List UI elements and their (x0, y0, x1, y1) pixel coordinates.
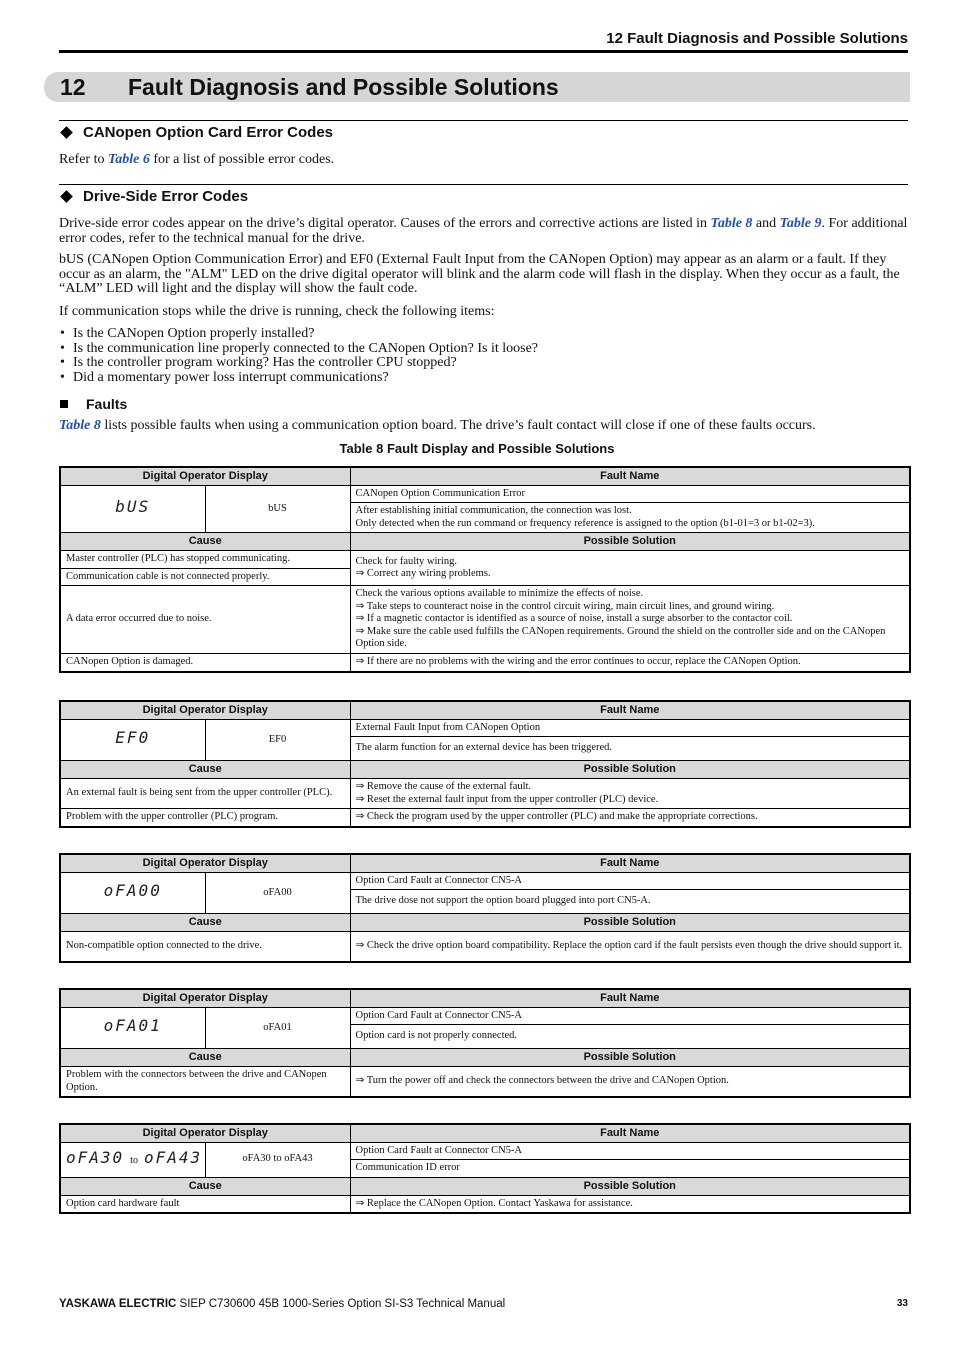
display-segment: oFA30 to oFA43 (60, 1142, 205, 1177)
header-fault-name: Fault Name (350, 467, 910, 485)
list-item: • Is the controller program working? Has the controller CPU stopped? (59, 356, 538, 371)
fault-name: Option Card Fault at Connector CN5-A (350, 872, 910, 890)
fault-code: oFA30 to oFA43 (205, 1142, 350, 1177)
fault-name: CANopen Option Communication Error (350, 485, 910, 503)
fault-description: The drive dose not support the option board plugged into port CN5-A. (350, 890, 910, 914)
footer-doc: SIEP C730600 45B 1000-Series Option SI-S3 Technical Manual (176, 1298, 506, 1310)
fault-table-ofa30-43 (59, 1123, 911, 1214)
fault-code: oFA01 (205, 1007, 350, 1049)
cause: CANopen Option is damaged. (60, 654, 350, 672)
fault-name: Option Card Fault at Connector CN5-A (350, 1007, 910, 1025)
cause: A data error occurred due to noise. (60, 586, 350, 654)
page-footer (59, 1298, 908, 1310)
faults-paragraph: Table 8 lists possible faults when using a communication option board. The drive’s fault contact will close if one of these faults occurs. (59, 418, 816, 433)
fault-code: bUS (205, 485, 350, 533)
table-8-link[interactable]: Table 8 (59, 418, 101, 433)
section-title-canopen: CANopen Option Card Error Codes (60, 124, 333, 141)
header-fault-name: Fault Name (350, 1124, 910, 1142)
fault-name: External Fault Input from CANopen Option (350, 719, 910, 737)
table-9-link[interactable]: Table 9 (779, 216, 822, 231)
header-cause: Cause (60, 1049, 350, 1067)
page-number: 33 (896, 1298, 908, 1309)
chapter-title: Fault Diagnosis and Possible Solutions (128, 74, 559, 100)
cause: Option card hardware fault (60, 1195, 350, 1213)
header-solution: Possible Solution (350, 533, 910, 551)
section2-paragraph-2: bUS (CANopen Option Communication Error) and EF0 (External Fault Input from the CANopen Option) may appear as an alarm or a fault. If they occur as an alarm, the "ALM" LED on the drive digital operator will blink and the alarm code will flash in the display. When they occur as a fault, the “ALM” LED will light and the display will show the fault code. (59, 252, 900, 296)
table-6-link[interactable]: Table 6 (107, 152, 150, 167)
square-bullet-icon (60, 400, 68, 408)
fault-table-ofa00 (59, 853, 911, 963)
header-solution: Possible Solution (350, 914, 910, 932)
section-rule (59, 184, 908, 185)
diamond-bullet-icon (60, 190, 73, 203)
header-display: Digital Operator Display (60, 1124, 350, 1142)
section1-paragraph: Refer to Table 6 for a list of possible error codes. (59, 152, 335, 167)
cause: Problem with the connectors between the drive and CANopen Option. (60, 1067, 350, 1098)
faults-subtitle: Faults (60, 396, 127, 412)
list-item: • Did a momentary power loss interrupt communications? (59, 371, 538, 386)
display-segment: oFA00 (60, 872, 205, 914)
header-fault-name: Fault Name (350, 701, 910, 719)
solution: ⇒ Remove the cause of the external fault. ⇒ Reset the external fault input from the upper controller (PLC) device. (350, 779, 910, 809)
running-header: 12 Fault Diagnosis and Possible Solutions (606, 30, 908, 47)
solution: ⇒ Turn the power off and check the connectors between the drive and CANopen Option. (350, 1067, 910, 1098)
display-segment: EF0 (60, 719, 205, 761)
cause: An external fault is being sent from the upper controller (PLC). (60, 779, 350, 809)
section2-paragraph-1: Drive-side error codes appear on the drive’s digital operator. Causes of the errors and corrective actions are listed in Table 8 and Table 9. For additional error codes, refer to the technical manual for the drive. (59, 216, 908, 246)
chapter-banner (44, 72, 910, 102)
header-display: Digital Operator Display (60, 701, 350, 719)
header-fault-name: Fault Name (350, 854, 910, 872)
solution: ⇒ Replace the CANopen Option. Contact Yaskawa for assistance. (350, 1195, 910, 1213)
header-cause: Cause (60, 761, 350, 779)
header-cause: Cause (60, 914, 350, 932)
header-solution: Possible Solution (350, 1049, 910, 1067)
fault-description: Option card is not properly connected. (350, 1025, 910, 1049)
fault-table-ef0 (59, 700, 911, 828)
fault-table-bus (59, 466, 911, 673)
cause: Communication cable is not connected properly. (60, 568, 350, 586)
header-solution: Possible Solution (350, 761, 910, 779)
section-rule (59, 120, 908, 121)
header-display: Digital Operator Display (60, 989, 350, 1007)
check-items-list (59, 327, 538, 385)
table-caption: Table 8 Fault Display and Possible Solutions (339, 441, 615, 456)
section2-paragraph-3: If communication stops while the drive is running, check the following items: (59, 304, 495, 319)
fault-code: oFA00 (205, 872, 350, 914)
header-cause: Cause (60, 533, 350, 551)
solution: ⇒ Check the drive option board compatibility. Replace the option card if the fault persists even though the drive should support it. (350, 932, 910, 962)
display-segment: bUS (60, 485, 205, 533)
header-rule (59, 50, 908, 53)
solution: Check the various options available to minimize the effects of noise. ⇒ Take steps to counteract noise in the control circuit wiring, main circuit lines, and ground wiring. ⇒ If a magnetic contactor is identified as a source of noise, install a surge absorber to the contactor coil. ⇒ Make sure the cable used fulfills the CANopen requirements. Ground the shield on the controller side and on the CANopen Option side. (350, 586, 910, 654)
cause: Master controller (PLC) has stopped communicating. (60, 551, 350, 569)
fault-description: The alarm function for an external device has been triggered. (350, 737, 910, 761)
header-solution: Possible Solution (350, 1177, 910, 1195)
cause: Non-compatible option connected to the drive. (60, 932, 350, 962)
header-display: Digital Operator Display (60, 854, 350, 872)
table-8-link[interactable]: Table 8 (710, 216, 753, 231)
fault-description: Communication ID error (350, 1160, 910, 1178)
header-fault-name: Fault Name (350, 989, 910, 1007)
diamond-bullet-icon (60, 126, 73, 139)
section-title-drive-side: Drive-Side Error Codes (60, 188, 248, 205)
cause: Problem with the upper controller (PLC) program. (60, 809, 350, 827)
fault-code: EF0 (205, 719, 350, 761)
header-display: Digital Operator Display (60, 467, 350, 485)
solution: ⇒ If there are no problems with the wiring and the error continues to occur, replace the CANopen Option. (350, 654, 910, 672)
display-segment: oFA01 (60, 1007, 205, 1049)
solution: Check for faulty wiring. ⇒ Correct any wiring problems. (350, 551, 910, 586)
footer-brand: YASKAWA ELECTRIC (59, 1298, 177, 1310)
fault-name: Option Card Fault at Connector CN5-A (350, 1142, 910, 1160)
fault-table-ofa01 (59, 988, 911, 1098)
fault-description: After establishing initial communication, the connection was lost. Only detected when the run command or frequency reference is assigned to the option (b1-01=3 or b1-02=3). (350, 503, 910, 533)
solution: ⇒ Check the program used by the upper controller (PLC) and make the appropriate corrections. (350, 809, 910, 827)
list-item: • Is the CANopen Option properly installed? (59, 327, 538, 342)
list-item: • Is the communication line properly connected to the CANopen Option? Is it loose? (59, 342, 538, 357)
header-cause: Cause (60, 1177, 350, 1195)
chapter-number: 12 (60, 74, 86, 100)
